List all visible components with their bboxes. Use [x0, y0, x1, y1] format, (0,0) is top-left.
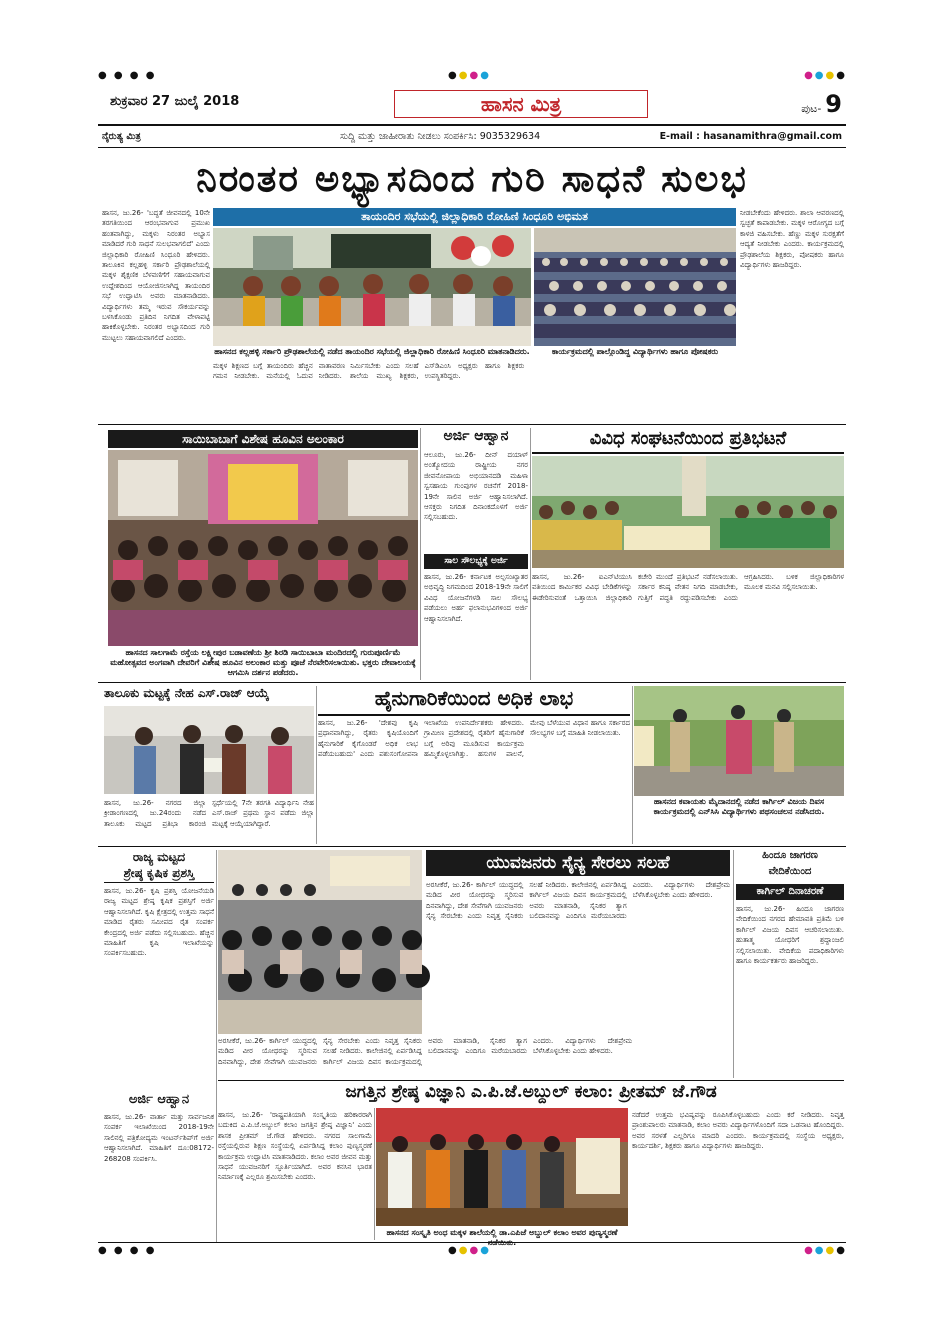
top-caption-right: ಕಾರ್ಯಕ್ರಮದಲ್ಲಿ ಪಾಲ್ಗೊಂಡಿದ್ದ ವಿದ್ಯಾರ್ಥಿಗಳು ಹಾಗೂ ಪೋಷಕರು: [551, 347, 719, 356]
application-body: ಆಲೂರು, ಜು.26- ದೀನ್ ದಯಾಳ್ ಅಂತ್ಯೋದಯ ರಾಷ್ಟ್ರೀಯ ನಗರ ಜೀವನೋಪಾಯ ಅಭಿಯಾನದಡಿ ಮಹಿಳಾ ಸ್ವಸಹಾಯ ಗುಂಪುಗಳ ರಚನೆಗೆ 2018-19ನೇ ಸಾಲಿನ ಅರ್ಜಿ ಆಹ್ವಾನಿಸಲಾಗಿದೆ. ಆಸಕ್ತರು ನಿಗದಿತ ದಿನಾಂಕದೊಳಗೆ ಅರ್ಜಿ ಸಲ್ಲಿಸಬಹುದು.: [424, 451, 528, 522]
photo-temple: [108, 450, 418, 646]
protest-body: ಹಾಸನ, ಜು.26- ಐಎನ್‌ಟಿಯುಸಿ ವತಿಯಿಂದ ಕಾರ್ಮಿಕರ ವಿವಿಧ ಬೇಡಿಕೆಗಳನ್ನು ಈಡೇರಿಸುವಂತೆ ಒತ್ತಾಯಿಸಿ ಜಿಲ್ಲಾಧಿಕಾರಿ ಕಚೇರಿ ಮುಂದೆ ಪ್ರತಿಭಟನೆ ನಡೆಸಲಾಯಿತು. ಸರ್ಕಾರ ಕನಿಷ್ಠ ವೇತನ ನಿಗದಿ ಮಾಡಬೇಕು, ಗುತ್ತಿಗೆ ಪದ್ಧತಿ ರದ್ದುಪಡಿಸಬೇಕು ಎಂದು ಆಗ್ರಹಿಸಿದರು. ಬಳಿಕ ಜಿಲ್ಲಾಧಿಕಾರಿಗಳ ಮೂಲಕ ಮನವಿ ಸಲ್ಲಿಸಲಾಯಿತು.: [532, 573, 844, 602]
photo-kalam-event: [376, 1108, 628, 1226]
hindu-headline-2: ವೇದಿಕೆಯಿಂದ: [768, 866, 812, 877]
photo-award: [104, 706, 314, 794]
kalam-headline: ಜಗತ್ತಿನ ಶ್ರೇಷ್ಠ ವಿಜ್ಞಾನಿ ಎ.ಪಿ.ಜೆ.ಅಬ್ದುಲ್ ಕಲಾಂ: ಪ್ರೀತಮ್ ಜೆ.ಗೌಡ: [345, 1082, 717, 1102]
dairy-body: ಹಾಸನ, ಜು.26- 'ದೇಶವು ಕೃಷಿ ಪ್ರಧಾನವಾಗಿದ್ದು, ರೈತರು ಕೃಷಿಯೊಂದಿಗೆ ಹೈನುಗಾರಿಕೆ ಕೈಗೊಂಡರೆ ಅಧಿಕ ಲಾಭ ಪಡೆಯಬಹುದು' ಎಂದು ಪಶುಸಂಗೋಪನಾ ಇಲಾಖೆಯ ಉಪನಿರ್ದೇಶಕರು ಹೇಳಿದರು. ಗ್ರಾಮೀಣ ಪ್ರದೇಶದಲ್ಲಿ ರೈತರಿಗೆ ಹೈನುಗಾರಿಕೆ ಬಗ್ಗೆ ಅರಿವು ಮೂಡಿಸುವ ಕಾರ್ಯಕ್ರಮ ಹಮ್ಮಿಕೊಳ್ಳಲಾಗಿತ್ತು. ಹಸುಗಳ ಪಾಲನೆ, ಮೇವು ಬೆಳೆಯುವ ವಿಧಾನ ಹಾಗೂ ಸರ್ಕಾರದ ಸೌಲಭ್ಯಗಳ ಬಗ್ಗೆ ಮಾಹಿತಿ ನೀಡಲಾಯಿತು.: [318, 719, 630, 759]
state-headline-1: ರಾಜ್ಯ ಮಟ್ಟದ: [132, 850, 186, 864]
masthead: ಹಾಸನ ಮಿತ್ರ: [394, 90, 648, 118]
top-subheadline: ತಾಯಂದಿರ ಸಭೆಯಲ್ಲಿ ಜಿಲ್ಲಾಧಿಕಾರಿ ರೋಹಿಣಿ ಸಿಂಧೂರಿ ಅಭಿಮತ: [213, 208, 736, 226]
photo-college: [218, 850, 422, 1034]
state-body: ಹಾಸನ, ಜು.26- ಕೃಷಿ ಪ್ರಶಸ್ತಿ ಯೋಜನೆಯಡಿ ರಾಜ್ಯ ಮಟ್ಟದ ಶ್ರೇಷ್ಠ ಕೃಷಿಕ ಪ್ರಶಸ್ತಿಗೆ ಅರ್ಜಿ ಆಹ್ವಾನಿಸಲಾಗಿದೆ. ಕೃಷಿ ಕ್ಷೇತ್ರದಲ್ಲಿ ಉತ್ತಮ ಸಾಧನೆ ಮಾಡಿದ ರೈತರು ಸಮೀಪದ ರೈತ ಸಂಪರ್ಕ ಕೇಂದ್ರದಲ್ಲಿ ಅರ್ಜಿ ಪಡೆದು ಸಲ್ಲಿಸಬಹುದು. ಹೆಚ್ಚಿನ ಮಾಹಿತಿಗೆ ಕೃಷಿ ಇಲಾಖೆಯನ್ನು ಸಂಪರ್ಕಿಸಬಹುದು.: [104, 887, 214, 958]
print-marks-bottom: ●●●●: [448, 1245, 491, 1256]
footer-rule: [98, 1242, 846, 1243]
print-marks-top-left: ● ● ● ●: [98, 70, 157, 81]
photo-protest: [532, 456, 844, 568]
kalam-body-right: ನಡೆದರೆ ಉತ್ತಮ ಭವಿಷ್ಯವನ್ನು ರೂಪಿಸಿಕೊಳ್ಳಬಹುದು ಎಂದು ಕರೆ ನೀಡಿದರು. ನಿವೃತ್ತ ಪ್ರಾಂಶುಪಾಲರು ಮಾತನಾಡಿ, ಕಲಾಂ ಅವರು ವಿದ್ಯಾರ್ಥಿಗಳೊಂದಿಗೆ ಸದಾ ಒಡನಾಟ ಹೊಂದಿದ್ದರು. ಅವರ ಸರಳತೆ ಎಲ್ಲರಿಗೂ ಮಾದರಿ ಎಂದರು. ಕಾರ್ಯಕ್ರಮದಲ್ಲಿ ಸಂಸ್ಥೆಯ ಅಧ್ಯಕ್ಷರು, ಕಾರ್ಯದರ್ಶಿ, ಶಿಕ್ಷಕರು ಹಾಗೂ ವಿದ್ಯಾರ್ಥಿಗಳು ಹಾಜರಿದ್ದರು.: [632, 1111, 844, 1151]
protest-headline: ವಿವಿಧ ಸಂಘಟನೆಯಿಂದ ಪ್ರತಿಭಟನೆ: [532, 428, 844, 454]
divider-4: [218, 1080, 844, 1081]
photo-meeting: [213, 228, 531, 346]
col-rule-4: [632, 686, 633, 844]
divider-3: [98, 846, 846, 847]
top-headline: ನಿರಂತರ ಅಭ್ಯಾಸದಿಂದ ಗುರಿ ಸಾಧನೆ ಸುಲಭ: [196, 156, 748, 200]
army-body-lower: ಅರಸೀಕೆರೆ, ಜು.26- ಕಾರ್ಗಿಲ್ ಯುದ್ಧದಲ್ಲಿ ಮಡಿದ ವೀರ ಯೋಧರನ್ನು ಸ್ಮರಿಸುವ ದಿನವಾಗಿದ್ದು, ದೇಶ ಸೇವೆಗಾಗಿ ಯುವಜನರು ಸೈನ್ಯ ಸೇರಬೇಕು ಎಂದು ನಿವೃತ್ತ ಸೈನಿಕರು ಸಲಹೆ ನೀಡಿದರು. ಕಾಲೇಜಿನಲ್ಲಿ ಏರ್ಪಡಿಸಿದ್ದ ಕಾರ್ಗಿಲ್ ವಿಜಯ ದಿವಸ ಕಾರ್ಯಕ್ರಮದಲ್ಲಿ ಅವರು ಮಾತನಾಡಿ, ಸೈನಿಕರ ತ್ಯಾಗ ಬಲಿದಾನವನ್ನು ಎಂದಿಗೂ ಮರೆಯಬಾರದು ಎಂದರು. ವಿದ್ಯಾರ್ಥಿಗಳು ದೇಶಪ್ರೇಮ ಬೆಳೆಸಿಕೊಳ್ಳಬೇಕು ಎಂದು ಹೇಳಿದರು.: [218, 1037, 632, 1066]
print-marks-bottom-left: ● ● ● ●: [98, 1245, 157, 1256]
kalam-caption: ಹಾಸನದ ಸಂಸ್ಕೃತಿ ಅಂಧ ಮಕ್ಕಳ ಶಾಲೆಯಲ್ಲಿ ಡಾ.ಎಪಿಜೆ ಅಬ್ದುಲ್ ಕಲಾಂ ಅವರ ಪುಣ್ಯಸ್ಮರಣೆ: [386, 1228, 618, 1237]
section-tag: ನೈರುತ್ಯ ಮಿತ್ರ: [102, 131, 141, 142]
army-headline: ಯುವಜನರು ಸೈನ್ಯ ಸೇರಲು ಸಲಹೆ: [426, 850, 730, 876]
header-rule: [98, 124, 846, 126]
col-rule-1: [420, 428, 421, 680]
parade-caption: ಹಾಸನದ ಕವಾಯತು ಮೈದಾನದಲ್ಲಿ ನಡೆದ ಕಾರ್ಗಿಲ್ ವಿಜಯ ದಿವಸ ಕಾರ್ಯಕ್ರಮದಲ್ಲಿ ಎನ್‌ಸಿಸಿ ವಿದ್ಯಾರ್ಥಿಗಳು ಪಥಸಂಚಲನ ನಡೆಸಿದರು.: [653, 797, 825, 816]
divider-1: [98, 424, 846, 425]
hindu-body: ಹಾಸನ, ಜು.26- ಹಿಂದೂ ಜಾಗರಣ ವೇದಿಕೆಯಿಂದ ನಗರದ ಹೇಮಾವತಿ ಪ್ರತಿಮೆ ಬಳಿ ಕಾರ್ಗಿಲ್ ವಿಜಯ ದಿವಸ ಆಚರಿಸಲಾಯಿತು. ಹುತಾತ್ಮ ಯೋಧರಿಗೆ ಶ್ರದ್ಧಾಂಜಲಿ ಸಲ್ಲಿಸಲಾಯಿತು. ವೇದಿಕೆಯ ಪದಾಧಿಕಾರಿಗಳು ಹಾಗೂ ಕಾರ್ಯಕರ್ತರು ಹಾಜರಿದ್ದರು.: [736, 905, 844, 966]
state-headline-2: ಶ್ರೇಷ್ಠ ಕೃಷಿಕ ಪ್ರಶಸ್ತಿ: [104, 866, 214, 883]
col-rule-5: [216, 850, 217, 1242]
topper-body: ಹಾಸನ, ಜು.26- ನಗರದ ಜಿಲ್ಲಾ ಕ್ರೀಡಾಂಗಣದಲ್ಲಿ ಜು.24ರಂದು ನಡೆದ ತಾಲೂಕು ಮಟ್ಟದ ಪ್ರತಿಭಾ ಕಾರಂಜಿ ಸ್ಪರ್ಧೆಯಲ್ಲಿ 7ನೇ ತರಗತಿ ವಿದ್ಯಾರ್ಥಿನಿ ನೇಹ ಎಸ್.ರಾಜ್ ಪ್ರಥಮ ಸ್ಥಾನ ಪಡೆದು ಜಿಲ್ಲಾ ಮಟ್ಟಕ್ಕೆ ಆಯ್ಕೆಯಾಗಿದ್ದಾರೆ.: [104, 799, 314, 828]
print-marks-bottom-right: ●●●●: [804, 1245, 847, 1256]
photo-parade: [634, 686, 844, 796]
kalam-body: ಹಾಸನ, ಜು.26- 'ರಾಷ್ಟ್ರಪತಿಯಾಗಿ ಸಂಸ್ಕೃತಿಯ ಹರಿಕಾರರಾಗಿ ಬದುಕಿದ ಎ.ಪಿ.ಜೆ.ಅಬ್ದುಲ್ ಕಲಾಂ ಜಗತ್ತಿನ ಶ್ರೇಷ್ಠ ವಿಜ್ಞಾನಿ' ಎಂದು ಶಾಸಕ ಪ್ರೀತಮ್ ಜೆ.ಗೌಡ ಹೇಳಿದರು. ನಗರದ ಸಾಲಗಾಮೆ ರಸ್ತೆಯಲ್ಲಿರುವ ಶಿಕ್ಷಣ ಸಂಸ್ಥೆಯಲ್ಲಿ ಏರ್ಪಡಿಸಿದ್ದ ಕಲಾಂ ಪುಣ್ಯಸ್ಮರಣೆ ಕಾರ್ಯಕ್ರಮ ಉದ್ಘಾಟಿಸಿ ಮಾತನಾಡಿದರು. ಕಲಾಂ ಅವರ ಜೀವನ ಮತ್ತು ಸಾಧನೆ ಯುವಜನರಿಗೆ ಸ್ಫೂರ್ತಿಯಾಗಿದೆ. ಅವರ ಕನಸಿನ ಭಾರತ ನಿರ್ಮಾಣಕ್ಕೆ ಎಲ್ಲರೂ ಶ್ರಮಿಸಬೇಕು ಎಂದರು.: [218, 1111, 372, 1182]
state-body2: ಹಾಸನ, ಜು.26- ವಾರ್ತಾ ಮತ್ತು ಸಾರ್ವಜನಿಕ ಸಂಪರ್ಕ ಇಲಾಖೆಯಿಂದ 2018-19ನೇ ಸಾಲಿನಲ್ಲಿ ಪತ್ರಿಕೋದ್ಯಮ ಇಂಟರ್ನ್‌ಶಿಪ್‌ಗೆ ಅರ್ಜಿ ಆಹ್ವಾನಿಸಲಾಗಿದೆ. ಮಾಹಿತಿಗೆ ದೂ:08172-268208 ಸಂಪರ್ಕಿಸಿ.: [104, 1113, 214, 1163]
photo-students: [534, 228, 736, 346]
army-body: ಅರಸೀಕೆರೆ, ಜು.26- ಕಾರ್ಗಿಲ್ ಯುದ್ಧದಲ್ಲಿ ಮಡಿದ ವೀರ ಯೋಧರನ್ನು ಸ್ಮರಿಸುವ ದಿನವಾಗಿದ್ದು, ದೇಶ ಸೇವೆಗಾಗಿ ಯುವಜನರು ಸೈನ್ಯ ಸೇರಬೇಕು ಎಂದು ನಿವೃತ್ತ ಸೈನಿಕರು ಸಲಹೆ ನೀಡಿದರು. ಕಾಲೇಜಿನಲ್ಲಿ ಏರ್ಪಡಿಸಿದ್ದ ಕಾರ್ಗಿಲ್ ವಿಜಯ ದಿವಸ ಕಾರ್ಯಕ್ರಮದಲ್ಲಿ ಅವರು ಮಾತನಾಡಿ, ಸೈನಿಕರ ತ್ಯಾಗ ಬಲಿದಾನವನ್ನು ಎಂದಿಗೂ ಮರೆಯಬಾರದು ಎಂದರು. ವಿದ್ಯಾರ್ಥಿಗಳು ದೇಶಪ್ರೇಮ ಬೆಳೆಸಿಕೊಳ್ಳಬೇಕು ಎಂದು ಹೇಳಿದರು.: [426, 881, 730, 921]
issue-date: ಶುಕ್ರವಾರ 27 ಜುಲೈ 2018: [110, 94, 240, 109]
hindu-headline-1: ಹಿಂದೂ ಜಾಗರಣ: [762, 850, 818, 861]
col-rule-7: [374, 1108, 375, 1240]
col-rule-2: [530, 428, 531, 680]
loan-body: ಹಾಸನ, ಜು.26- ಕರ್ನಾಟಕ ಅಲ್ಪಸಂಖ್ಯಾತರ ಅಭಿವೃದ್ಧಿ ನಿಗಮದಿಂದ 2018-19ನೇ ಸಾಲಿಗೆ ವಿವಿಧ ಯೋಜನೆಗಳಡಿ ಸಾಲ ಸೌಲಭ್ಯ ಪಡೆಯಲು ಅರ್ಹ ಫಲಾನುಭವಿಗಳಿಂದ ಅರ್ಜಿ ಆಹ್ವಾನಿಸಲಾಗಿದೆ.: [424, 573, 528, 623]
top-story-col1: ಹಾಸನ, ಜು.26- 'ಬದ್ಧತೆ ಜೀವನದಲ್ಲಿ 10ನೇ ತರಗತಿಯಿಂದ ಆರಂಭವಾಗುವ ಪ್ರಮುಖ ಹಂತವಾಗಿದ್ದು, ಮಕ್ಕಳು ನಿರಂತರ ಅಭ್ಯಾಸ ಮಾಡಿದರೆ ಗುರಿ ಸಾಧನೆ ಸುಲಭವಾಗಲಿದೆ' ಎಂದು ಜಿಲ್ಲಾಧಿಕಾರಿ ರೋಹಿಣಿ ಸಿಂಧೂರಿ ಹೇಳಿದರು. ತಾಲೂಕಿನ ಕಲ್ಲಹಳ್ಳಿ ಸರ್ಕಾರಿ ಪ್ರೌಢಶಾಲೆಯಲ್ಲಿ ಮಕ್ಕಳ ಶೈಕ್ಷಣಿಕ ಬೆಳವಣಿಗೆಗೆ ಸಹಾಯವಾಗುವ ಉದ್ದೇಶದಿಂದ ಆಯೋಜಿಸಲಾಗಿದ್ದ ತಾಯಂದಿರ ಸಭೆ ಉದ್ಘಾಟಿಸಿ ಅವರು ಮಾತನಾಡಿದರು. ವಿದ್ಯಾರ್ಥಿಗಳು ತಮ್ಮ ಇರುವ ಸೌಕರ್ಯವನ್ನು ಬಳಸಿಕೊಂಡು ಪ್ರತಿದಿನ ನಿಗದಿತ ವೇಳಾಪಟ್ಟಿ ಹಾಕಿಕೊಳ್ಳಬೇಕು. ನಿರಂತರ ಅಭ್ಯಾಸದಿಂದ ಗುರಿ ಮುಟ್ಟಲು ಸಹಾಯವಾಗಲಿದೆ ಎಂದರು.: [102, 209, 210, 342]
page-number: ಪುಟ- 9: [801, 90, 842, 118]
topper-headline: ತಾಲೂಕು ಮಟ್ಟಕ್ಕೆ ನೇಹ ಎಸ್.ರಾಜ್ ಆಯ್ಕೆ: [104, 686, 270, 700]
email-line: E-mail : hasanamithra@gmail.com: [659, 131, 842, 142]
top-story-bottom: ಮಕ್ಕಳ ಶಿಕ್ಷಣದ ಬಗ್ಗೆ ತಾಯಂದಿರು ಹೆಚ್ಚಿನ ಗಮನ ನೀಡಬೇಕು. ಮನೆಯಲ್ಲಿ ಓದುವ ವಾತಾವರಣ ನಿರ್ಮಿಸಬೇಕು ಎಂದು ಸಲಹೆ ನೀಡಿದರು. ಶಾಲೆಯ ಮುಖ್ಯ ಶಿಕ್ಷಕರು, ಎಸ್‌ಡಿಎಂಸಿ ಅಧ್ಯಕ್ಷರು ಹಾಗೂ ಶಿಕ್ಷಕರು ಉಪಸ್ಥಿತರಿದ್ದರು.: [213, 362, 525, 381]
dairy-headline: ಹೈನುಗಾರಿಕೆಯಿಂದ ಅಧಿಕ ಲಾಭ: [318, 686, 630, 716]
contact-line: ಸುದ್ದಿ ಮತ್ತು ಜಾಹೀರಾತು ನೀಡಲು ಸಂಪರ್ಕಿಸಿ: 9035329634: [340, 131, 541, 142]
application-headline: ಅರ್ಜಿ ಆಹ್ವಾನ: [443, 428, 509, 444]
sai-caption: ಹಾಸನದ ಸಾಲಗಾಮೆ ರಸ್ತೆಯ ಲಕ್ಷ್ಮೀಪುರ ಬಡಾವಣೆಯ ಶ್ರೀ ಶಿರಡಿ ಸಾಯಿಬಾಬಾ ಮಂದಿರದಲ್ಲಿ ಗುರುಪೂರ್ಣಿಮೆ ಮಹೋತ್ಸವದ ಅಂಗವಾಗಿ ದೇವರಿಗೆ ವಿಶೇಷ ಹೂವಿನ ಅಲಂಕಾರ ಮತ್ತು ಪೂಜೆ ನೆರವೇರಿಸಲಾಯಿತು. ಭಕ್ತರು ದೇವಾಲಯಕ್ಕೆ ಆಗಮಿಸಿ ದರ್ಶನ ಪಡೆದರು.: [110, 648, 416, 677]
top-caption-left: ಹಾಸನದ ಕಲ್ಲಹಳ್ಳಿ ಸರ್ಕಾರಿ ಪ್ರೌಢಶಾಲೆಯಲ್ಲಿ ನಡೆದ ತಾಯಂದಿರ ಸಭೆಯಲ್ಲಿ ಜಿಲ್ಲಾಧಿಕಾರಿ ರೋಹಿಣಿ ಸಿಂಧೂರಿ ಮಾತನಾಡಿದರು.: [214, 347, 530, 356]
sub-header: [98, 130, 846, 146]
subheader-rule: [98, 147, 846, 148]
page-header: [98, 90, 846, 124]
col-rule-3: [316, 686, 317, 844]
print-marks-top: ●●●●: [448, 70, 491, 81]
sai-headline: ಸಾಯಿಬಾಬಾಗೆ ವಿಶೇಷ ಹೂವಿನ ಅಲಂಕಾರ: [108, 430, 418, 448]
divider-2: [98, 682, 846, 683]
col-rule-6: [733, 850, 734, 1078]
hindu-headline-3: ಕಾರ್ಗಿಲ್ ದಿನಾಚರಣೆ: [736, 884, 844, 900]
state-subhead: ಅರ್ಜಿ ಆಹ್ವಾನ: [128, 1092, 190, 1107]
top-story-col-right: ನೀಡಬೇಕೆಂದು ಹೇಳಿದರು. ಶಾಲಾ ಆವರಣದಲ್ಲಿ ಸ್ವಚ್ಛತೆ ಕಾಪಾಡಬೇಕು. ಮಕ್ಕಳ ಆರೋಗ್ಯದ ಬಗ್ಗೆ ಕಾಳಜಿ ವಹಿಸಬೇಕು. ಹೆಣ್ಣು ಮಕ್ಕಳ ಸುರಕ್ಷತೆಗೆ ಆದ್ಯತೆ ನೀಡಬೇಕು ಎಂದರು. ಕಾರ್ಯಕ್ರಮದಲ್ಲಿ ಪ್ರೌಢಶಾಲೆಯ ಶಿಕ್ಷಕರು, ಪೋಷಕರು ಹಾಗೂ ವಿದ್ಯಾರ್ಥಿಗಳು ಹಾಜರಿದ್ದರು.: [740, 209, 844, 270]
print-marks-top-right: ●●●●: [804, 70, 847, 81]
loan-subhead: ಸಾಲ ಸೌಲಭ್ಯಕ್ಕೆ ಅರ್ಜಿ: [424, 554, 528, 569]
